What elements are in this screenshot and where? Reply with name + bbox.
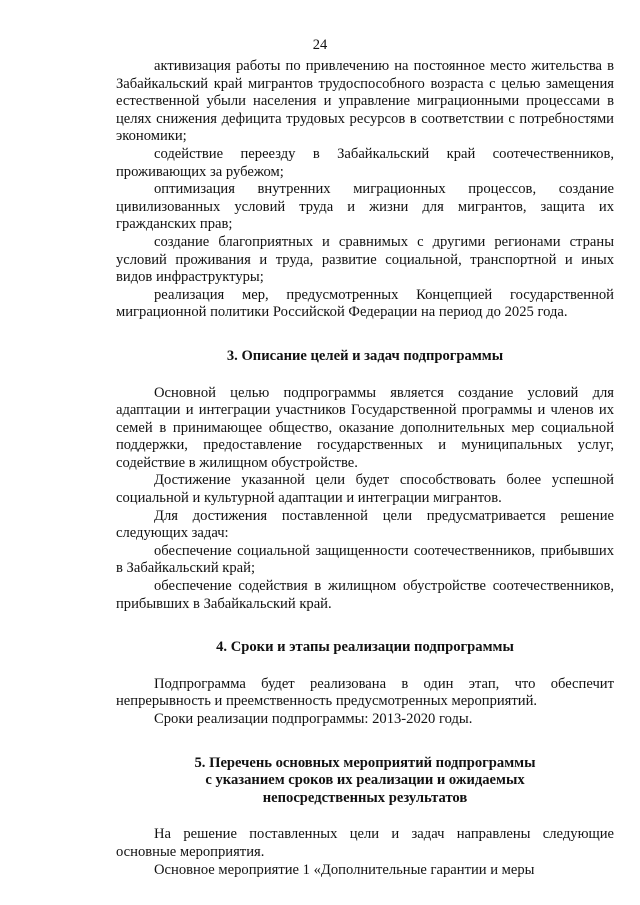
paragraph: Основной целью подпрограммы является создание условий для адаптации и интеграции участников Государственной программы и членов их семей в принимающее общество, оказание дополнительных мер социальной поддержки, предоставление государственных и муниципальных услуг, содействие в жилищном обустройстве.: [116, 384, 614, 471]
list-item: обеспечение содействия в жилищном обустройстве соотечественников, прибывших в Забайкальский край.: [116, 578, 614, 612]
spacer: [116, 613, 614, 639]
list-item: создание благоприятных и сравнимых с другими регионами страны условий проживания и труда, развитие социальной, транспортной и иных видов инфраструктуры;: [116, 233, 614, 286]
paragraph: Достижение указанной цели будет способствовать более успешной социальной и культурной адаптации и интеграции мигрантов.: [116, 472, 614, 507]
list-item: активизация работы по привлечению на постоянное место жительства в Забайкальский край мигрантов трудоспособного возраста с целью замещения естественной убыли населения и управление миграционными процессами в целях снижения дефицита трудовых ресурсов в соответствии с потребностями экономики;: [116, 58, 614, 145]
paragraph: Основное мероприятие 1 «Дополнительные гарантии и меры: [154, 861, 535, 878]
page-number: 24: [312, 37, 328, 53]
paragraph: На решение поставленных цели и задач направлены следующие основные мероприятия.: [116, 826, 614, 860]
spacer: [116, 366, 614, 385]
section-heading-5-line-2: с указанием сроков их реализации и ожидаемых: [205, 772, 525, 789]
spacer: [116, 657, 614, 676]
list-item: содействие переезду в Забайкальский край соотечественников, проживающих за рубежом;: [116, 145, 614, 180]
spacer: [116, 322, 614, 348]
spacer: [116, 807, 614, 826]
page-content: [116, 58, 614, 879]
spacer: [116, 729, 614, 755]
list-item: оптимизация внутренних миграционных процессов, создание цивилизованных условий труда и жизни для мигрантов, защита их гражданских прав;: [116, 181, 614, 233]
paragraph: Для достижения поставленной цели предусматривается решение следующих задач:: [116, 507, 614, 542]
list-item: обеспечение социальной защищенности соотечественников, прибывших в Забайкальский край;: [116, 542, 614, 577]
section-heading-5-line-3: непосредственных результатов: [262, 789, 468, 806]
section-heading-3: 3. Описание целей и задач подпрограммы: [226, 347, 504, 364]
section-heading-4: 4. Сроки и этапы реализации подпрограммы: [216, 639, 514, 656]
list-item: реализация мер, предусмотренных Концепцией государственной миграционной политики Российской Федерации на период до 2025 года.: [116, 286, 614, 321]
paragraph: Сроки реализации подпрограммы: 2013-2020 годы.: [154, 711, 473, 727]
paragraph: Подпрограмма будет реализована в один этап, что обеспечит непрерывность и преемственность предусмотренных мероприятий.: [116, 675, 614, 710]
section-heading-5-line-1: 5. Перечень основных мероприятий подпрограммы: [194, 754, 536, 771]
